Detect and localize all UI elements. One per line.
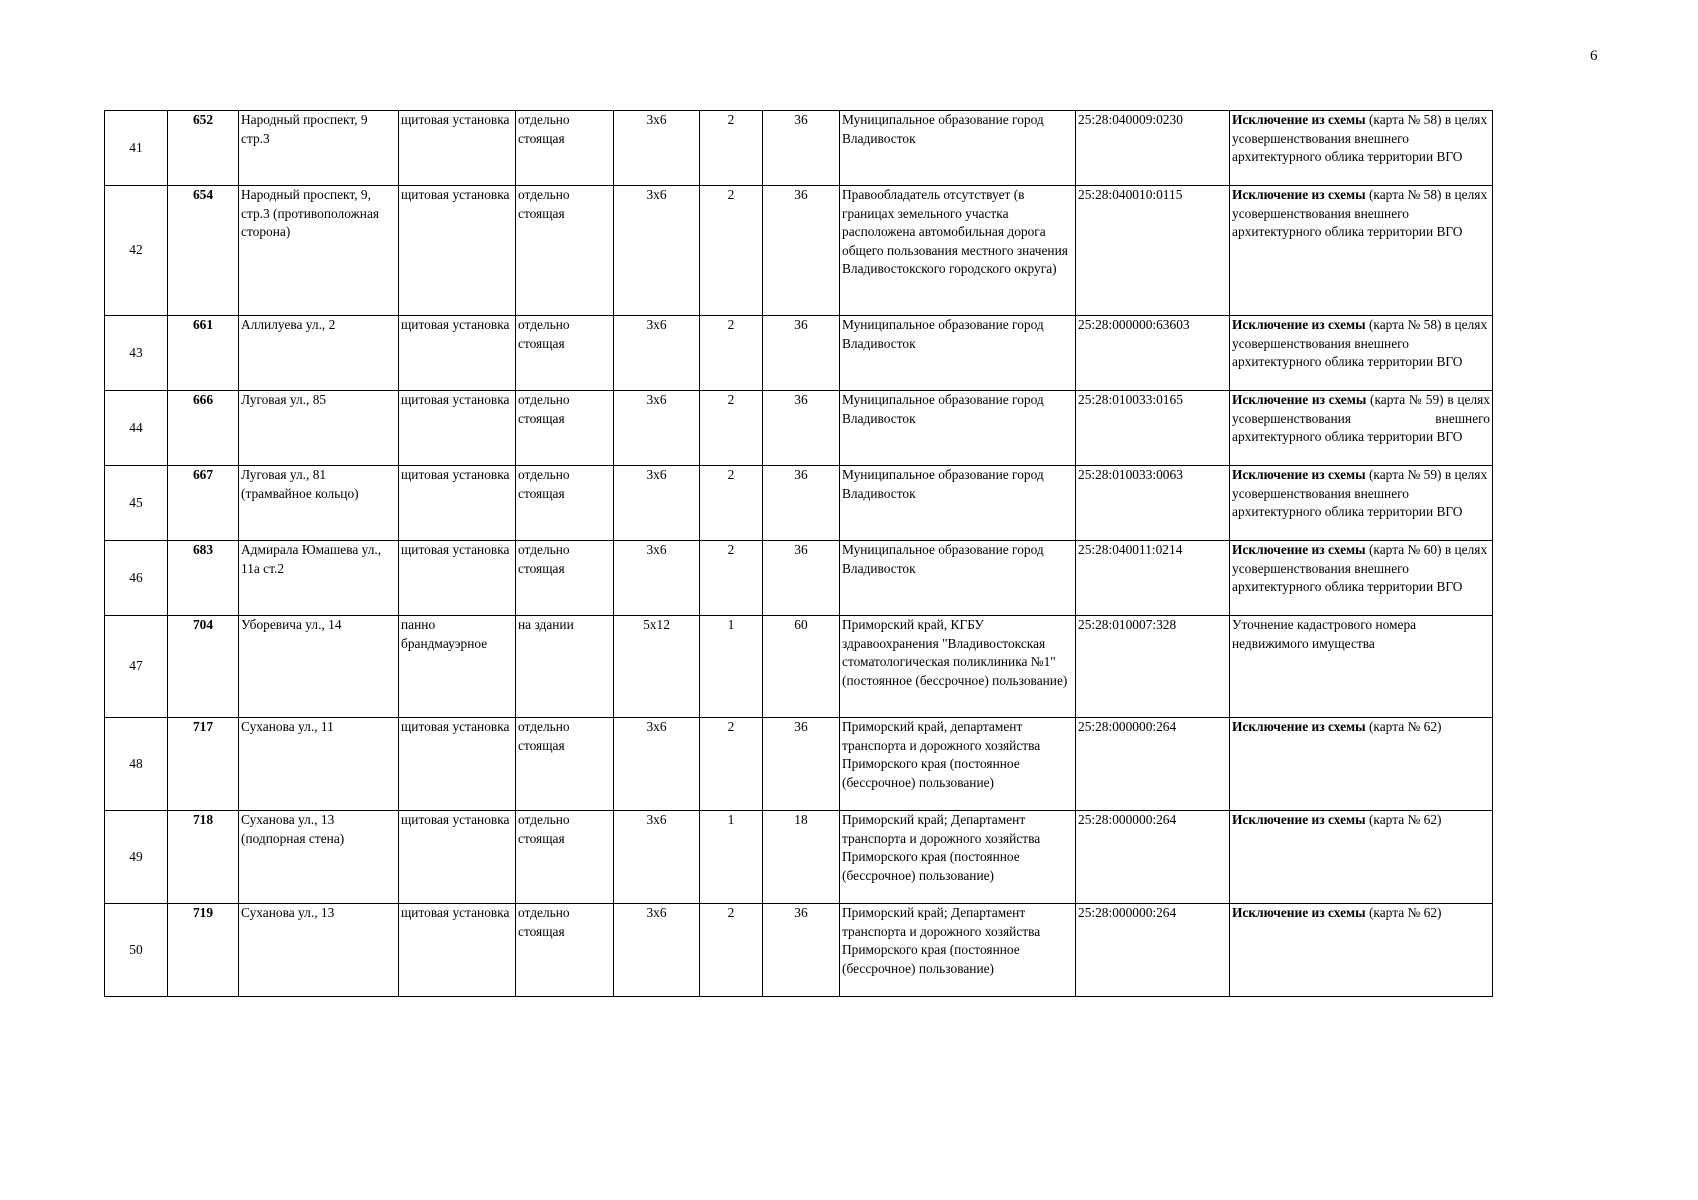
note-details: (карта № 62)	[1365, 812, 1442, 827]
sides-count-cell: 2	[700, 541, 763, 616]
note-decision: Исключение из схемы	[1232, 392, 1367, 407]
placement-cell: отдельно стоящая	[516, 904, 614, 997]
note-cell	[1230, 111, 1493, 186]
owner-cell: Приморский край; Департамент транспорта и дорожного хозяйства Приморского края (постоянное (бессрочное) пользование)	[840, 811, 1076, 904]
size-cell: 3х6	[614, 718, 700, 811]
area-cell: 36	[763, 316, 840, 391]
cadastral-number-cell: 25:28:010033:0063	[1076, 466, 1230, 541]
note-details: (карта № 58) в целях усовершенствования внешнего архитектурного облика территории ВГО	[1232, 112, 1488, 165]
structure-number-cell: 666	[168, 391, 239, 466]
table-row	[105, 904, 1493, 997]
address-cell: Уборевича ул., 14	[239, 616, 399, 718]
table-row	[105, 316, 1493, 391]
row-index-cell: 43	[105, 316, 168, 391]
note-details: (карта № 59) в целях усовершенствования внешнего архитектурного облика территории ВГО	[1232, 392, 1490, 445]
owner-cell: Приморский край; Департамент транспорта и дорожного хозяйства Приморского края (постоянное (бессрочное) пользование)	[840, 904, 1076, 997]
row-index-cell: 46	[105, 541, 168, 616]
cadastral-number-cell: 25:28:000000:264	[1076, 718, 1230, 811]
placement-cell: отдельно стоящая	[516, 186, 614, 316]
address-cell: Аллилуева ул., 2	[239, 316, 399, 391]
table-row	[105, 541, 1493, 616]
page-number: 6	[1590, 48, 1598, 64]
table-body	[105, 111, 1493, 997]
note-decision: Исключение из схемы	[1232, 719, 1366, 734]
placement-cell: отдельно стоящая	[516, 316, 614, 391]
size-cell: 3х6	[614, 466, 700, 541]
cadastral-number-cell: 25:28:000000:264	[1076, 904, 1230, 997]
area-cell: 18	[763, 811, 840, 904]
note-decision: Исключение из схемы	[1232, 467, 1366, 482]
sides-count-cell: 2	[700, 904, 763, 997]
sides-count-cell: 1	[700, 616, 763, 718]
note-decision: Исключение из схемы	[1232, 187, 1366, 202]
sides-count-cell: 2	[700, 718, 763, 811]
sides-count-cell: 2	[700, 316, 763, 391]
note-decision: Исключение из схемы	[1232, 812, 1366, 827]
owner-cell: Правообладатель отсутствует (в границах земельного участка расположена автомобильная дорога общего пользования местного значения Владивостокского городского округа)	[840, 186, 1076, 316]
placement-cell: отдельно стоящая	[516, 391, 614, 466]
structure-type-cell: щитовая установка	[399, 718, 516, 811]
placement-cell: отдельно стоящая	[516, 718, 614, 811]
address-cell: Адмирала Юмашева ул., 11а ст.2	[239, 541, 399, 616]
size-cell: 3х6	[614, 541, 700, 616]
owner-cell: Приморский край, департамент транспорта и дорожного хозяйства Приморского края (постоянное (бессрочное) пользование)	[840, 718, 1076, 811]
table-row	[105, 466, 1493, 541]
structure-number-cell: 652	[168, 111, 239, 186]
address-cell: Народный проспект, 9, стр.3 (противоположная сторона)	[239, 186, 399, 316]
area-cell: 36	[763, 541, 840, 616]
cadastral-number-cell: 25:28:040010:0115	[1076, 186, 1230, 316]
structure-number-cell: 661	[168, 316, 239, 391]
size-cell: 3х6	[614, 111, 700, 186]
structure-number-cell: 704	[168, 616, 239, 718]
note-cell	[1230, 316, 1493, 391]
note-details: (карта № 62)	[1365, 905, 1442, 920]
note-details: (карта № 58) в целях усовершенствования внешнего архитектурного облика территории ВГО	[1232, 317, 1488, 370]
structure-number-cell: 718	[168, 811, 239, 904]
table-row	[105, 186, 1493, 316]
area-cell: 36	[763, 466, 840, 541]
cadastral-number-cell: 25:28:040009:0230	[1076, 111, 1230, 186]
owner-cell: Муниципальное образование город Владивосток	[840, 111, 1076, 186]
size-cell: 3х6	[614, 316, 700, 391]
structure-number-cell: 719	[168, 904, 239, 997]
note-details: Уточнение кадастрового номера недвижимого имущества	[1232, 617, 1417, 651]
note-details: (карта № 58) в целях усовершенствования внешнего архитектурного облика территории ВГО	[1232, 187, 1488, 240]
structure-number-cell: 667	[168, 466, 239, 541]
owner-cell: Муниципальное образование город Владивосток	[840, 541, 1076, 616]
area-cell: 36	[763, 904, 840, 997]
cadastral-number-cell: 25:28:010007:328	[1076, 616, 1230, 718]
structure-type-cell: щитовая установка	[399, 904, 516, 997]
note-cell	[1230, 391, 1493, 466]
note-cell	[1230, 904, 1493, 997]
row-index-cell: 41	[105, 111, 168, 186]
advertising-structures-table	[104, 110, 1493, 997]
table-row	[105, 811, 1493, 904]
size-cell: 3х6	[614, 391, 700, 466]
structure-type-cell: щитовая установка	[399, 541, 516, 616]
note-cell	[1230, 811, 1493, 904]
row-index-cell: 48	[105, 718, 168, 811]
placement-cell: отдельно стоящая	[516, 541, 614, 616]
address-cell: Суханова ул., 13	[239, 904, 399, 997]
note-decision: Исключение из схемы	[1232, 112, 1366, 127]
size-cell: 3х6	[614, 811, 700, 904]
area-cell: 36	[763, 186, 840, 316]
row-index-cell: 50	[105, 904, 168, 997]
table-row	[105, 111, 1493, 186]
row-index-cell: 44	[105, 391, 168, 466]
sides-count-cell: 2	[700, 466, 763, 541]
note-cell	[1230, 616, 1493, 718]
structure-type-cell: щитовая установка	[399, 466, 516, 541]
table-row	[105, 616, 1493, 718]
note-cell	[1230, 186, 1493, 316]
cadastral-number-cell: 25:28:010033:0165	[1076, 391, 1230, 466]
placement-cell: отдельно стоящая	[516, 466, 614, 541]
owner-cell: Муниципальное образование город Владивосток	[840, 316, 1076, 391]
structure-number-cell: 654	[168, 186, 239, 316]
table-row	[105, 718, 1493, 811]
owner-cell: Муниципальное образование город Владивосток	[840, 391, 1076, 466]
note-decision: Исключение из схемы	[1232, 317, 1366, 332]
note-cell	[1230, 466, 1493, 541]
size-cell: 3х6	[614, 904, 700, 997]
address-cell: Луговая ул., 81 (трамвайное кольцо)	[239, 466, 399, 541]
note-details: (карта № 62)	[1365, 719, 1442, 734]
owner-cell: Приморский край, КГБУ здравоохранения "Владивостокская стоматологическая поликлиника №1" (постоянное (бессрочное) пользование)	[840, 616, 1076, 718]
sides-count-cell: 2	[700, 186, 763, 316]
structure-type-cell: щитовая установка	[399, 811, 516, 904]
address-cell: Народный проспект, 9 стр.3	[239, 111, 399, 186]
area-cell: 60	[763, 616, 840, 718]
structure-type-cell: панно брандмауэрное	[399, 616, 516, 718]
note-cell	[1230, 718, 1493, 811]
area-cell: 36	[763, 718, 840, 811]
cadastral-number-cell: 25:28:000000:264	[1076, 811, 1230, 904]
structure-type-cell: щитовая установка	[399, 111, 516, 186]
owner-cell: Муниципальное образование город Владивосток	[840, 466, 1076, 541]
note-details: (карта № 59) в целях усовершенствования внешнего архитектурного облика территории ВГО	[1232, 467, 1488, 520]
sides-count-cell: 2	[700, 111, 763, 186]
address-cell: Суханова ул., 11	[239, 718, 399, 811]
note-decision: Исключение из схемы	[1232, 905, 1366, 920]
cadastral-number-cell: 25:28:000000:63603	[1076, 316, 1230, 391]
row-index-cell: 49	[105, 811, 168, 904]
row-index-cell: 47	[105, 616, 168, 718]
placement-cell: на здании	[516, 616, 614, 718]
structure-type-cell: щитовая установка	[399, 316, 516, 391]
note-decision: Исключение из схемы	[1232, 542, 1366, 557]
table-row	[105, 391, 1493, 466]
placement-cell: отдельно стоящая	[516, 111, 614, 186]
cadastral-number-cell: 25:28:040011:0214	[1076, 541, 1230, 616]
area-cell: 36	[763, 391, 840, 466]
row-index-cell: 45	[105, 466, 168, 541]
sides-count-cell: 1	[700, 811, 763, 904]
structure-type-cell: щитовая установка	[399, 391, 516, 466]
note-cell	[1230, 541, 1493, 616]
structure-number-cell: 717	[168, 718, 239, 811]
address-cell: Суханова ул., 13 (подпорная стена)	[239, 811, 399, 904]
sides-count-cell: 2	[700, 391, 763, 466]
structure-number-cell: 683	[168, 541, 239, 616]
address-cell: Луговая ул., 85	[239, 391, 399, 466]
structure-type-cell: щитовая установка	[399, 186, 516, 316]
area-cell: 36	[763, 111, 840, 186]
size-cell: 3х6	[614, 186, 700, 316]
placement-cell: отдельно стоящая	[516, 811, 614, 904]
size-cell: 5х12	[614, 616, 700, 718]
row-index-cell: 42	[105, 186, 168, 316]
note-details: (карта № 60) в целях усовершенствования внешнего архитектурного облика территории ВГО	[1232, 542, 1488, 595]
